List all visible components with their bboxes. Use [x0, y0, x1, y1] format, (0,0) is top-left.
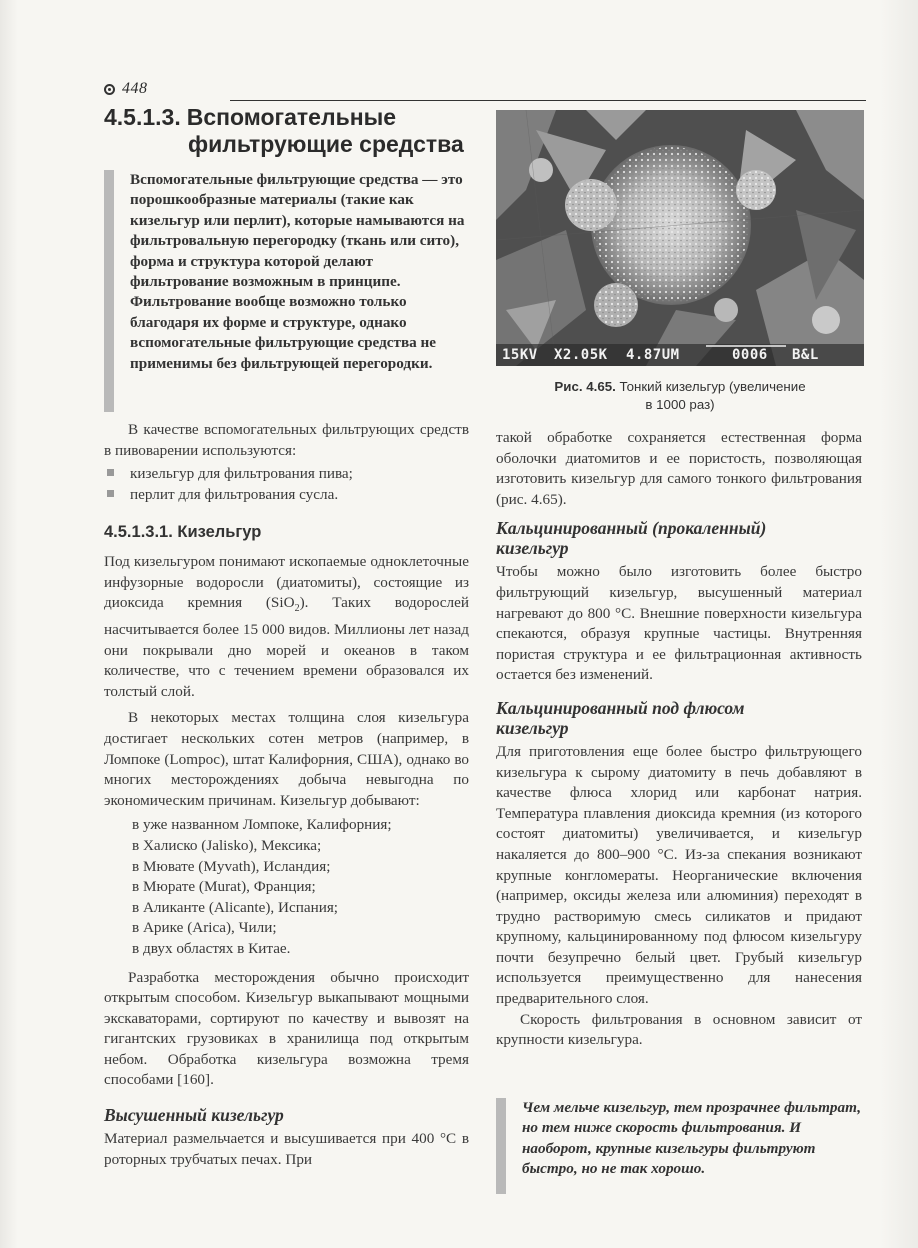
micrograph-image — [496, 110, 864, 366]
section-title — [104, 104, 474, 158]
note-box — [496, 1098, 866, 1194]
list-item: в двух областях в Китае. — [132, 939, 291, 957]
paragraph-dried-cont: такой обработке сохраняется естественная форма оболочки диатомитов и ее пористость, позволяющая изготовить кизельгур для самого тонкого фильтрования (рис. 4.65). — [496, 429, 862, 508]
figure-caption — [496, 378, 864, 414]
micro-voltage: 15KV — [502, 347, 538, 363]
list-item: в Арике (Arica), Чили; — [132, 919, 277, 937]
section-number: 4.5.1.3. — [104, 104, 181, 130]
definition-box — [104, 170, 474, 412]
page-number: 448 — [122, 80, 148, 97]
micro-magnification: X2.05K — [554, 347, 608, 363]
locations-list — [132, 815, 469, 959]
intro-text: В качестве вспомогательных фильтрующих средств в пивоварении используются: — [104, 421, 469, 459]
section-title-line2: фильтрующие средства — [188, 131, 464, 157]
micrograph-figure — [496, 110, 864, 366]
list-item: в Халиско (Jalisko), Мексика; — [132, 836, 322, 854]
paragraph-diatom: Под кизельгуром понимают ископаемые одноклеточные инфузорные водоросли (диатомиты), состоящие из диоксида кремния (SiO$_2$). Таких водорослей насчитывается более 15 000 видов. Миллионы лет назад они покрывали дно морей и океанов в таком количестве, что с течением времени образовался их толстый слой. — [104, 553, 469, 700]
micro-tag: B&L — [792, 347, 819, 363]
micrograph-databar — [496, 346, 864, 366]
list-item: в Мюрате (Murat), Франция; — [132, 878, 316, 896]
header-rule — [230, 100, 866, 101]
heading-flux: Кальцинированный под флюсом кизельгур — [496, 697, 745, 738]
list-item: перлит для фильтрования сусла. — [104, 484, 469, 505]
paragraph-calcined: Чтобы можно было изготовить более быстро фильтрующий кизельгур, высушенный материал нагревают до 800 °C. Внешние поверхности кизельгура спекаются, образуя крупные частицы. Внутренняя пористая структура и ее фильтрационная активность остается без изменений. — [496, 563, 862, 684]
list-item: кизельгур для фильтрования пива; — [104, 463, 469, 484]
caption-line2: в 1000 раз) — [645, 397, 715, 412]
micro-id: 0006 — [732, 347, 768, 363]
list-item: в уже названном Ломпоке, Калифорния; — [132, 816, 392, 834]
definition-text: Вспомогательные фильтрующие средства — это порошкообразные материалы (такие как кизельгур или перлит), которые намываются на фильтровальную перегородку (ткань или сито), форма и структура которой делают фильтрование возможным в принципе. Фильтрование вообще возможно только благодаря их форме и структуре, однако вспомогательные фильтрующие средства не применимы без фильтрующей перегородки. — [130, 171, 465, 372]
list-item: в Аликанте (Alicante), Испания; — [132, 898, 339, 916]
note-text: Чем мельче кизельгур, тем прозрачнее фильтрат, но тем ниже скорость фильтрования. И наоборот, крупные кизельгуры фильтруют быстро, но не так хорошо. — [522, 1099, 862, 1178]
paragraph-speed: Скорость фильтрования в основном зависит от крупности кизельгура. — [496, 1010, 862, 1049]
subsection-title: 4.5.1.3.1. Кизельгур — [104, 523, 262, 542]
page-header — [104, 80, 866, 102]
paragraph-flux: Для приготовления еще более быстро фильтрующего кизельгура к сырому диатомиту в печь добавляют в качестве флюса хлорид или карбонат натрия. Температура плавления диоксида кремния (из которого состоят диатомиты) увеличивается, и кизельгур накаляется до 800–900 °C. Из-за спекания возникают крупные конгломераты. Неорганические включения (например, оксиды железа или алюминия) переходят в трудно растворимую смесь силикатов и придают крупному, кальцинированному под флюсом кизельгуру почти безупречно белый цвет. Грубый кизельгур используется преимущественно для нанесения предварительного слоя. — [496, 742, 862, 1008]
definition-bar — [104, 170, 114, 412]
paragraph-deposits: В некоторых местах толщина слоя кизельгура достигает нескольких сотен метров (например, в Ломпоке (Lompoc), штат Калифорния, США), однако во многих месторождениях добыча невыгодна по экономическим причинам. Кизельгур добывают: — [104, 709, 469, 809]
caption-line1: Тонкий кизельгур (увеличение — [619, 379, 806, 394]
list-item: в Мювате (Myvath), Исландия; — [132, 857, 331, 875]
caption-label: Рис. 4.65. — [554, 379, 616, 394]
bullet-square-icon — [107, 469, 114, 476]
note-bar — [496, 1098, 506, 1194]
bullet-square-icon — [107, 490, 114, 497]
right-column — [496, 428, 862, 1051]
section-title-line1: Вспомогательные — [186, 104, 397, 130]
heading-calcined: Кальцинированный (прокаленный) кизельгур — [496, 518, 767, 559]
paragraph-dried: Материал размельчается и высушивается при 400 °C в роторных трубчатых печах. При — [104, 1130, 469, 1168]
left-column — [104, 420, 469, 1170]
usage-list — [104, 463, 469, 505]
micro-scale: 4.87UM — [626, 347, 680, 363]
paragraph-mining: Разработка месторождения обычно происходит открытым способом. Кизельгур выкапывают мощными экскаваторами, сортируют по качеству и вывозят на гигантских грузовиках в хранилища под открытым небом. Обработка кизельгура возможна тремя способами [160]. — [104, 968, 469, 1089]
page-marker-icon — [104, 84, 115, 95]
heading-dried: Высушенный кизельгур — [104, 1105, 284, 1126]
